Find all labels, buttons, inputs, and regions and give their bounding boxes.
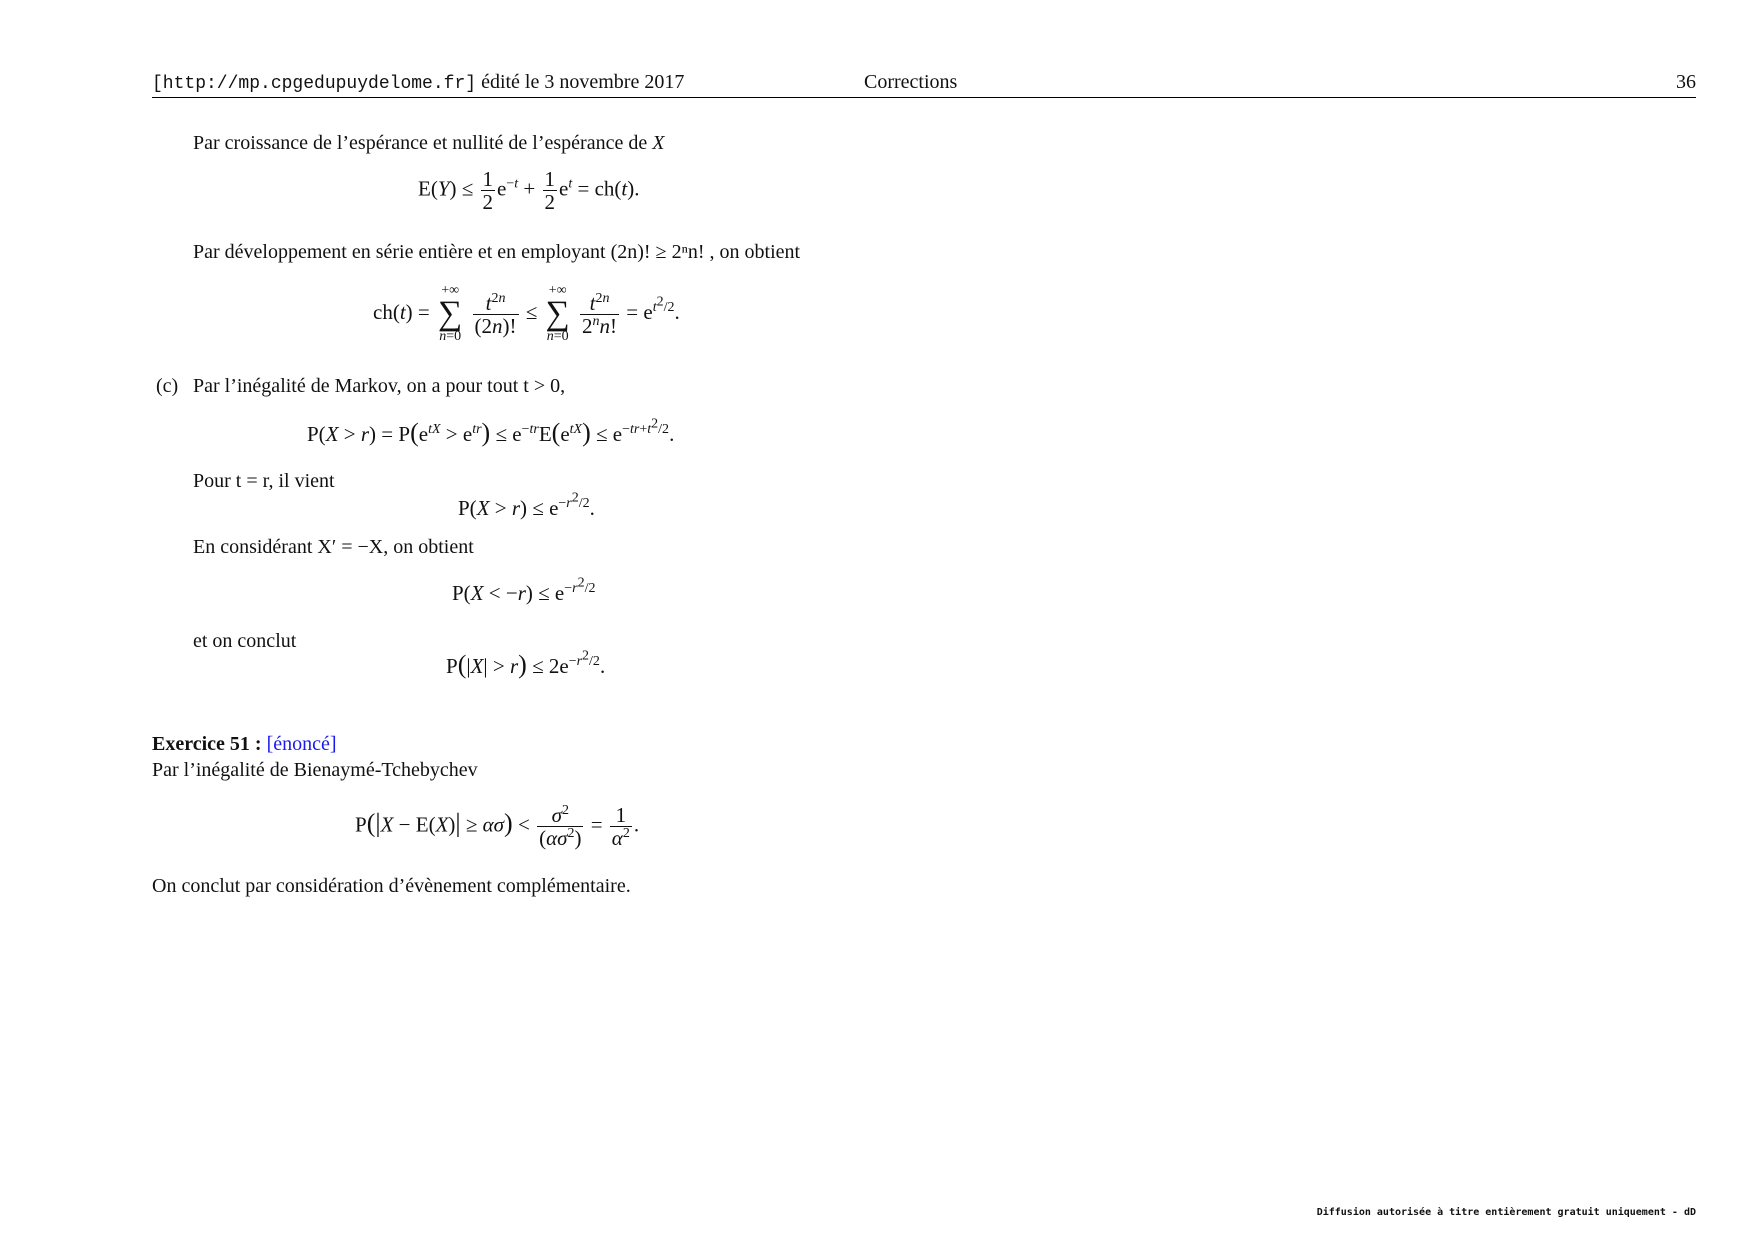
header-url[interactable]: [http://mp.cpgedupuydelome.fr]	[152, 74, 477, 94]
equation-cosh-series: ch(t) = +∞ ∑ n=0 $\frac{t^{2n}}{(2n)!}$ ≤ +∞ ∑ n=0 $\frac{t^{2n}}{2^nn!}$ = $e^{t^2/2}$.	[373, 283, 680, 344]
exercise-intro: Par l’inégalité de Bienaymé-Tchebychev	[152, 759, 478, 781]
equation-chebyshev: P(|X − E(X)| ≥ ασ) < $\frac{\sigma^2}{(\alpha\sigma^2)}$ = $\frac{1}{\alpha^2}$ .	[355, 803, 640, 850]
paragraph-text: Par croissance de l’espérance et nullité de l’espérance de	[193, 132, 648, 154]
paragraph-expectation	[193, 131, 664, 155]
equation-tail-left: $P(X < -r) \le e^{-r^2/2}$	[452, 575, 596, 605]
equation-tail-right: $P(X > r) \le e^{-r^2/2}$.	[458, 490, 595, 520]
paragraph-variable: X	[652, 132, 665, 154]
exercise-conclusion: On conclut par considération d’évènement complémentaire.	[152, 875, 631, 897]
header-edited-date: édité le 3 novembre 2017	[481, 71, 685, 93]
header-rule	[152, 97, 1696, 98]
equation-two-sided-tail: $P(|X| > r) \le 2e^{-r^2/2}$.	[446, 648, 606, 679]
equation-markov: $P(X > r) = P(e^{tX} > e^{tr}) \le e^{-tr}E(e^{tX}) \le e^{-tr+t^2/2}$.	[307, 416, 675, 447]
footer-notice: Diffusion autorisée à titre entièrement gratuit uniquement - dD	[1316, 1207, 1696, 1218]
item-c-text: Par l’inégalité de Markov, on a pour tout t > 0,	[193, 375, 566, 397]
header-section-title: Corrections	[864, 71, 958, 93]
equation-expectation-bound: E(Y) ≤ $\frac{1}{2}$ $e^{-t}$ + $\frac{1}{2}$ $e^t = ch(t)$.	[418, 167, 640, 214]
paragraph-series-expansion: Par développement en série entière et en employant (2n)! ≥ 2ⁿn! , on obtient	[193, 241, 801, 263]
paragraph-t-equals-r: Pour t = r, il vient	[193, 470, 335, 492]
exercise-heading	[152, 732, 337, 756]
item-c-label: (c)	[156, 375, 179, 397]
page-number: 36	[1676, 71, 1696, 93]
exercise-title: Exercice 51 :	[152, 733, 262, 755]
header-left	[152, 70, 684, 96]
paragraph-conclude: et on conclut	[193, 630, 297, 652]
exercise-statement-link[interactable]: [énoncé]	[266, 733, 337, 755]
paragraph-consider-negative: En considérant X′ = −X, on obtient	[193, 536, 474, 558]
